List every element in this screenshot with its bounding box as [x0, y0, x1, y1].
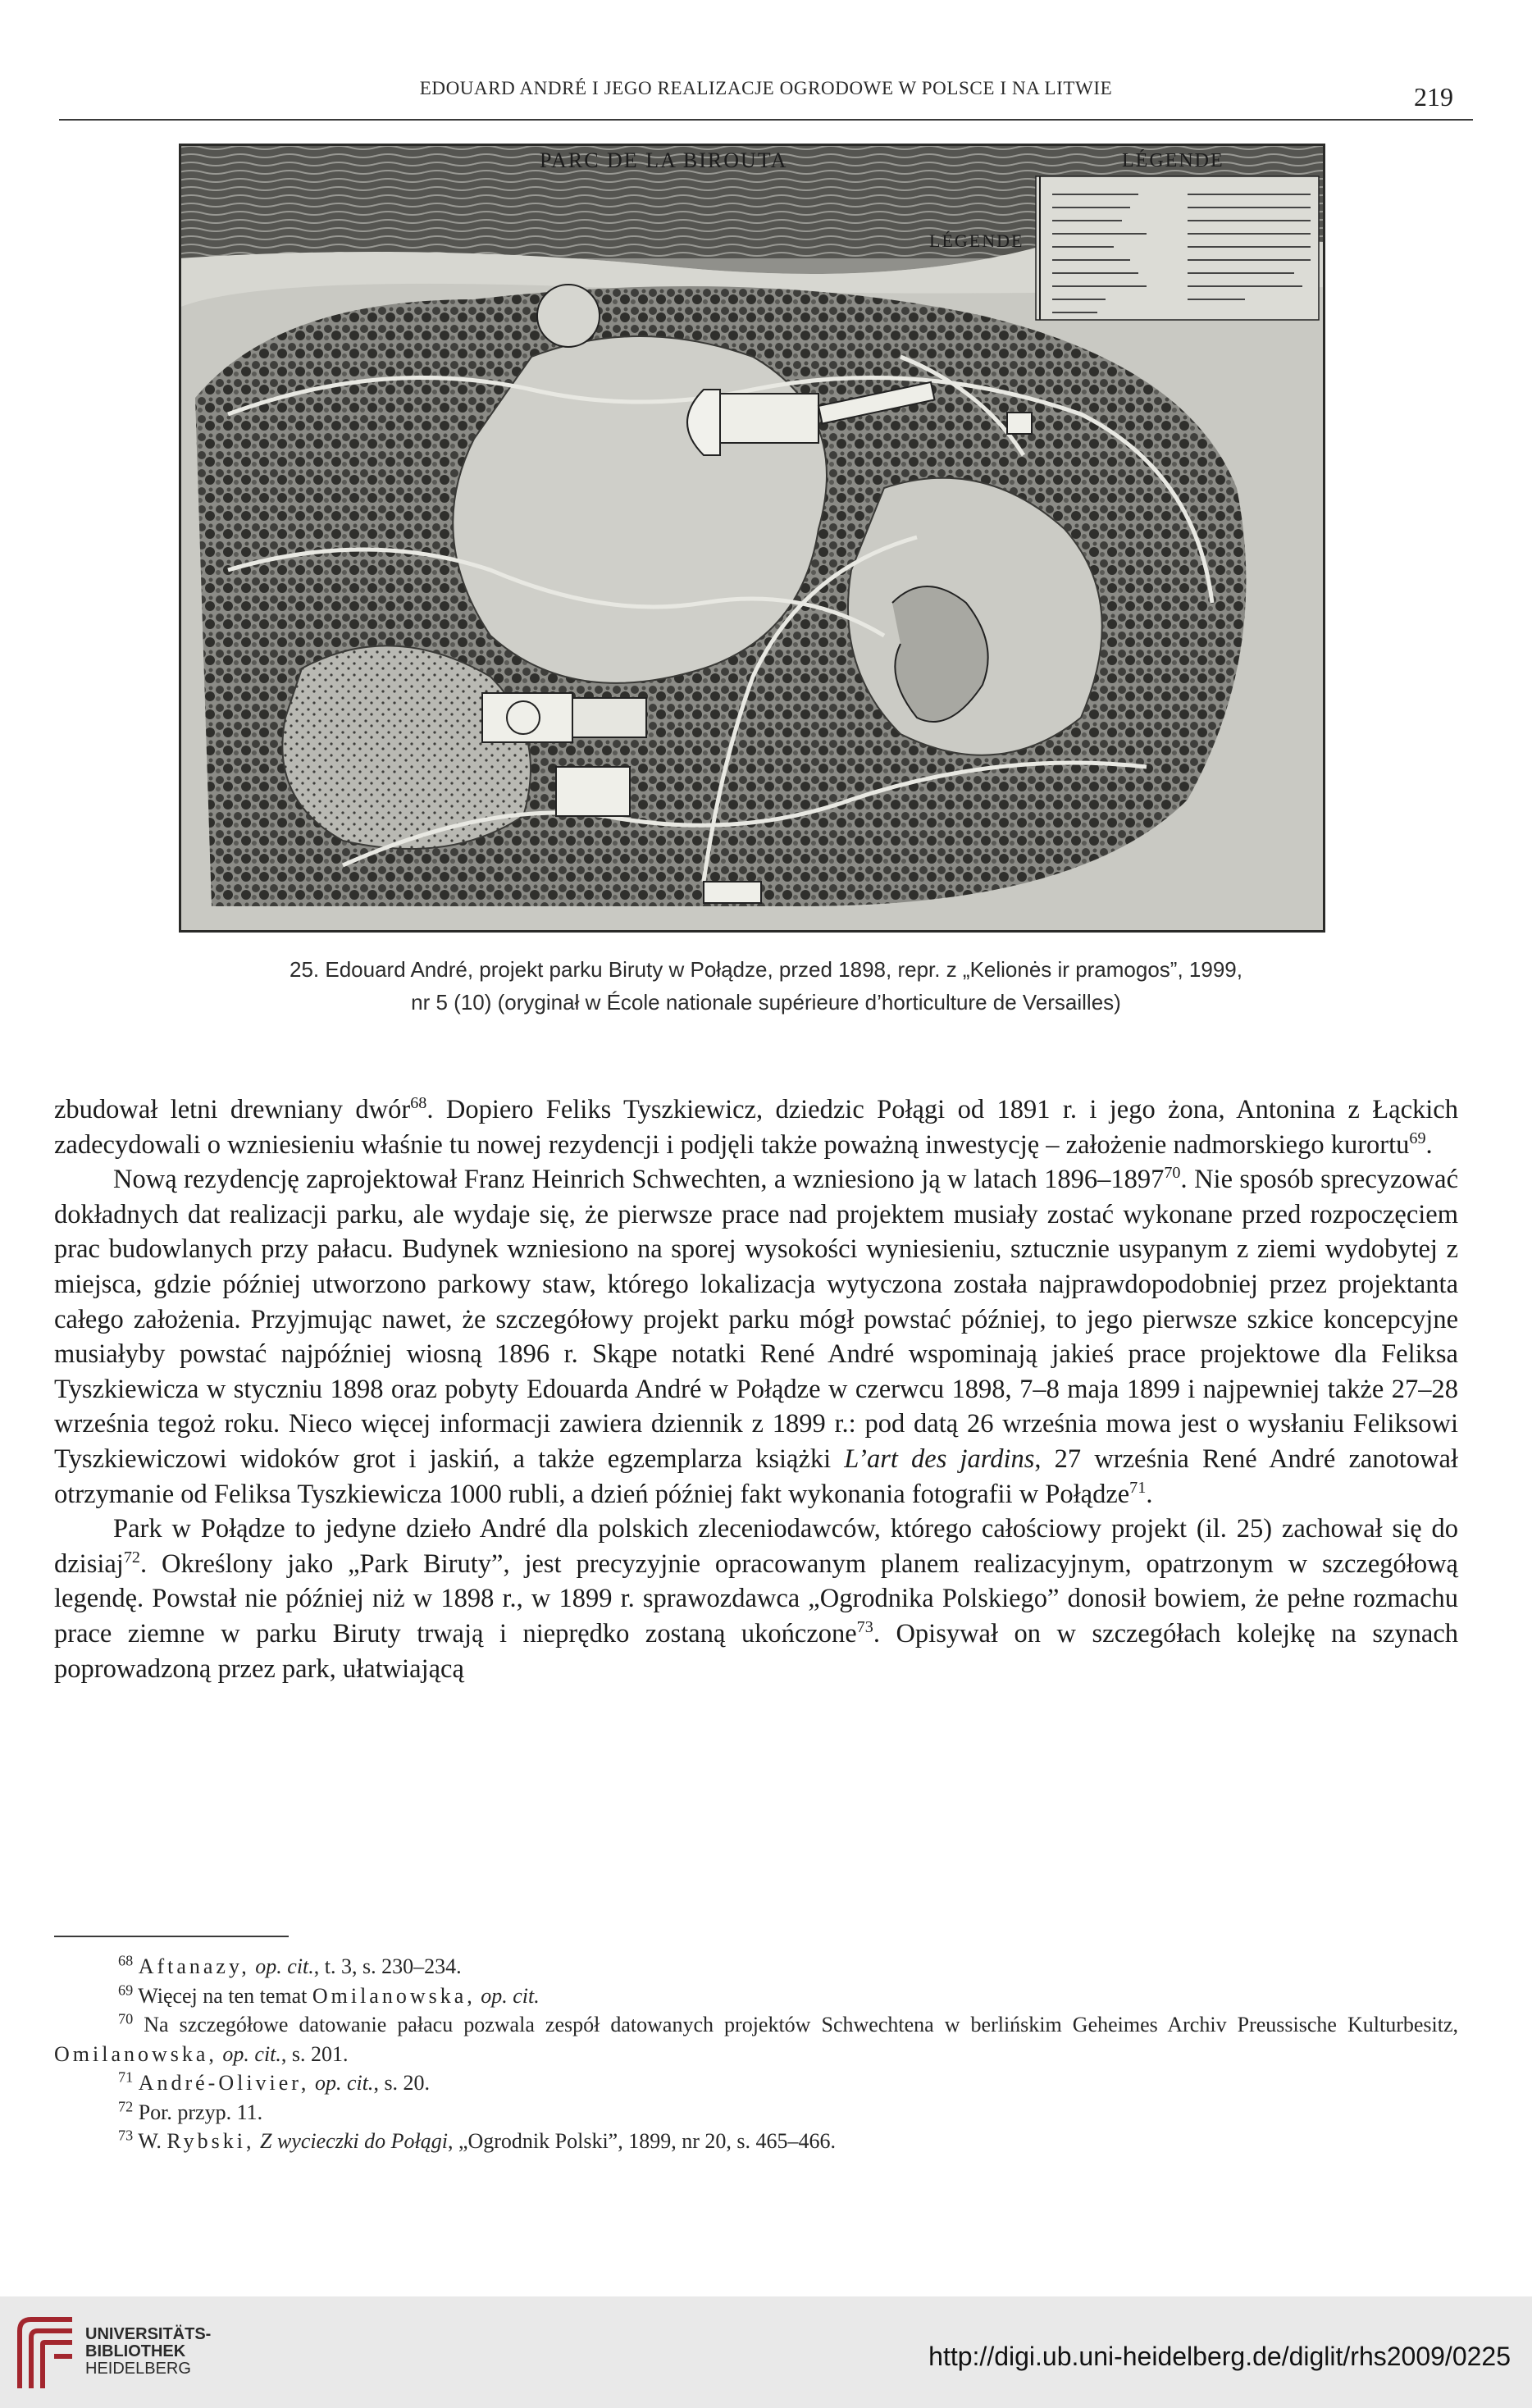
footnote-author: André-Olivier,: [138, 2071, 310, 2095]
text-run: zbudował letni drewniany dwór: [54, 1095, 411, 1124]
footnote-text: , t. 3, s. 230–234.: [313, 1954, 462, 1978]
legend-box: [1036, 176, 1319, 320]
footnote-ref-73[interactable]: 73: [856, 1618, 873, 1637]
footnote-number: 72: [118, 2097, 134, 2114]
text-run: . Określony jako „Park Biruty”, jest precyzyjnie opracowanym planem realizacyjnym, opatrzonym w szczegółową legendę. Powstał nie później niż w 1898 r., w 1899 r. sprawozdawca „Ogrodnika Polskiego” donosił bowiem, że pełne rozmachu prace ziemne w parku Biruty trwają i nieprędko zostaną ukończone: [54, 1548, 1458, 1649]
footnote-ref-70[interactable]: 70: [1164, 1164, 1181, 1183]
footnote-text: Por. przyp. 11.: [138, 2100, 263, 2124]
footnote-text: Na szczegółowe datowanie pałacu pozwala zespół datowanych projektów Schwechtena w berlińskim Geheimes Archiv Preussische Kulturbesitz,: [144, 2013, 1458, 2036]
text-run: . Opisywał on w szczegółach kolejkę na szynach poprowadzoną przez park, ułatwiającą: [54, 1618, 1458, 1684]
footnote-69: [54, 1982, 1458, 2011]
footnote-italic: op. cit.: [481, 1983, 540, 2008]
library-logo-icon: [15, 2315, 79, 2393]
header-rule: [59, 119, 1473, 121]
footnote-text: , s. 201.: [280, 2041, 349, 2066]
footnote-70: [54, 2010, 1458, 2068]
footnote-number: 70: [118, 2010, 134, 2027]
footnote-ref-69[interactable]: 69: [1409, 1129, 1426, 1147]
park-plan-drawing: [179, 144, 1325, 933]
footnote-italic: op. cit.: [314, 2071, 374, 2095]
footnote-text: , s. 20.: [373, 2071, 431, 2095]
legend-side-label: LÉGENDE: [929, 230, 1024, 251]
caption-line-2: nr 5 (10) (oryginał w École nationale supérieure d’horticulture de Versailles): [411, 990, 1121, 1015]
digital-library-url-link[interactable]: http://digi.ub.uni-heidelberg.de/diglit/rhs2009/0225: [928, 2342, 1511, 2371]
hill-clearing: [537, 285, 600, 347]
page-number: 219: [1414, 82, 1453, 112]
footnote-ref-68[interactable]: 68: [410, 1094, 427, 1113]
plan-title: PARC DE LA BIROUTA: [540, 148, 788, 172]
library-name: [85, 2326, 211, 2378]
footnote-italic: op. cit.: [222, 2041, 281, 2066]
entrance-gate: [704, 882, 761, 903]
footnote-text: , „Ogrodnik Polski”, 1899, nr 20, s. 465–466.: [447, 2129, 836, 2153]
footnote-ref-71[interactable]: 71: [1129, 1478, 1147, 1497]
text-run: . Dopiero Feliks Tyszkiewicz, dziedzic Połągi od 1891 r. i jego żona, Antonina z Łąckich zadecydowali o wzniesieniu właśnie tu nowej rezydencji i podjęli także poważną inwestycję – założenie nadmorskiego kurortu: [54, 1095, 1458, 1160]
footnotes: [54, 1952, 1458, 2156]
text-run: .: [1425, 1129, 1433, 1160]
footnote-author: Aftanazy,: [138, 1954, 250, 1978]
library-name-line-1: UNIVERSITÄTS-: [85, 2325, 212, 2343]
body-text: [54, 1092, 1458, 1686]
text-run: , 27 września René André zanotował otrzymanie od Feliksa Tyszkiewicza 1000 rubli, a dzień później fakt wykonania fotografii w Połądze: [54, 1443, 1458, 1509]
footnote-author: Omilanowska,: [54, 2041, 217, 2066]
footnote-68: [54, 1952, 1458, 1982]
footnote-italic: Z wycieczki do Połągi: [260, 2129, 448, 2153]
footnote-number: 69: [118, 1981, 134, 1998]
footnote-text: Więcej na ten temat: [138, 1983, 312, 2008]
footnote-73: [54, 2127, 1458, 2156]
figure-caption: [123, 953, 1409, 1019]
footnote-author: Rybski,: [166, 2129, 255, 2153]
pavilion: [1007, 413, 1032, 434]
text-run: .: [1146, 1479, 1153, 1509]
paragraph-2: [54, 1162, 1458, 1512]
park-plan-figure: [179, 144, 1325, 933]
footnote-italic: op. cit.: [255, 1954, 314, 1978]
running-header-title: EDOUARD ANDRÉ I JEGO REALIZACJE OGRODOWE W POLSCE I NA LITWIE: [419, 78, 1113, 98]
text-run: . Nie sposób sprecyzować dokładnych dat realizacji parku, ale wydaje się, że pierwsze prace nad projektem musiały zostać wykonane przed rozpoczęciem prac budowlanych przy pałacu. Budynek wzniesiono na sporej wysokości wyniesieniu, sztucznie usypanym z ziemi wydobytej z miejsca, gdzie później utworzono parkowy staw, którego lokalizacja wytyczona została najprawdopodobniej przez projektanta całego założenia. Przyjmując nawet, że szczegółowy projekt parku mógł powstać później, to jego pierwsze szkice koncepcyjne musiałyby powstać najpóźniej wiosną 1896 r. Skąpe notatki René André wspominają jakieś prace projektowe dla Feliksa Tyszkiewicza w styczniu 1898 oraz pobyty Edouarda André w Połądze w czerwcu 1898, 7–8 maja 1899 i najpewniej także 27–28 września tegoż roku. Nieco więcej informacji zawiera dziennik z 1899 r.: pod datą 26 września mowa jest o wysłaniu Feliksowi Tyszkiewiczowi widoków grot i jaskiń, a także egzemplarza książki: [54, 1165, 1458, 1474]
footnote-number: 68: [118, 1952, 134, 1969]
footnote-72: [54, 2098, 1458, 2128]
caption-line-1: 25. Edouard André, projekt parku Biruty w Połądze, przed 1898, repr. z „Kelionės ir pramogos”, 1999,: [290, 957, 1242, 982]
footnote-rule: [54, 1936, 289, 1937]
paragraph-3: [54, 1512, 1458, 1686]
text-run: Park w Połądze to jedyne dzieło André dla polskich zleceniodawców, którego całościowy projekt (il. 25) zachował się do dzisiaj: [54, 1514, 1458, 1579]
footnote-number: 71: [118, 2068, 134, 2086]
library-name-line-2: BIBLIOTHEK: [85, 2342, 186, 2360]
paragraph-1: [54, 1092, 1458, 1162]
footnote-71: [54, 2068, 1458, 2098]
footnote-ref-72[interactable]: 72: [123, 1548, 140, 1567]
legend-heading: LÉGENDE: [1122, 150, 1224, 171]
library-name-line-3: HEIDELBERG: [85, 2360, 191, 2378]
text-run: Nową rezydencję zaprojektował Franz Heinrich Schwechten, a wzniesiono ją w latach 1896–1897: [113, 1165, 1165, 1195]
footnote-number: 73: [118, 2127, 134, 2144]
footnote-author: Omilanowska,: [312, 1983, 476, 2008]
footnote-text: W.: [138, 2129, 167, 2153]
book-title: L’art des jardins: [844, 1443, 1035, 1474]
